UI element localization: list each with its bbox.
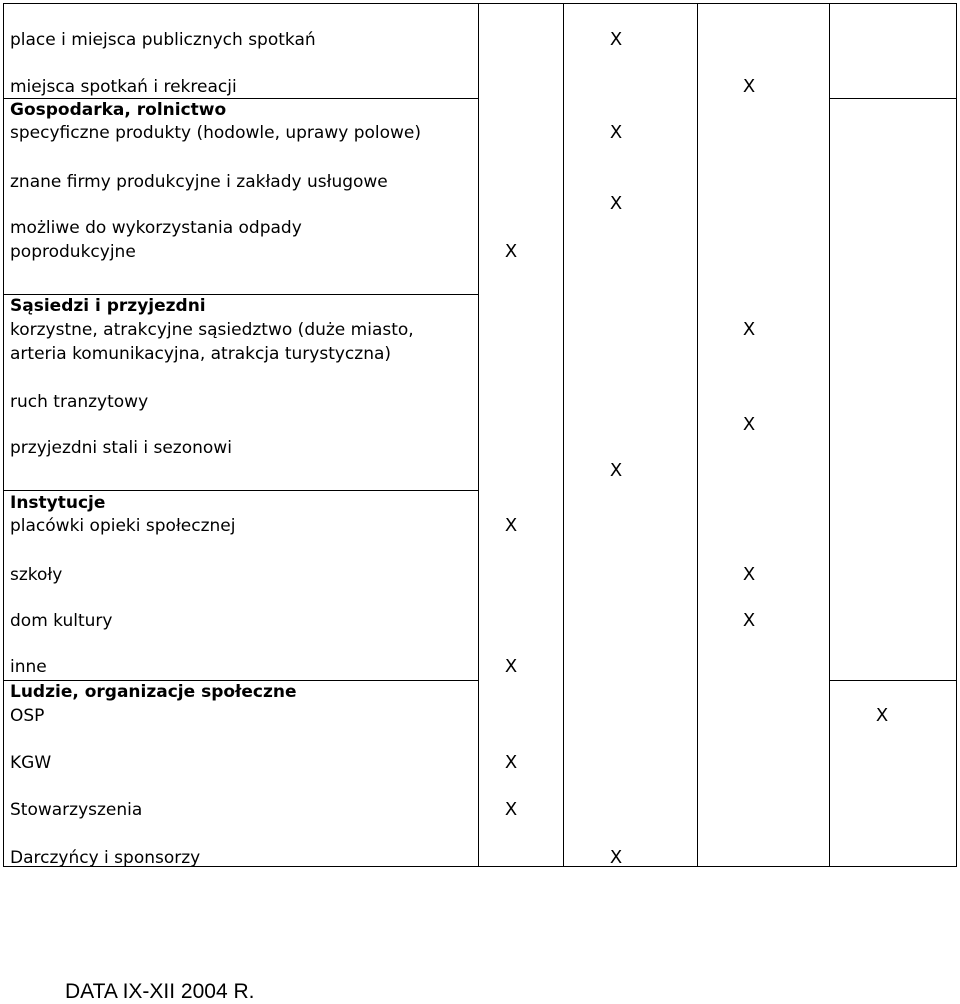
x-mark: X — [742, 564, 756, 585]
row-label: ruch tranzytowy — [10, 392, 149, 412]
row-label: specyficzne produkty (hodowle, uprawy polowe) — [10, 123, 422, 143]
column-divider-2 — [563, 3, 564, 867]
section-divider-ludzie — [3, 680, 478, 681]
row-label: arteria komunikacyjna, atrakcja turystyczna) — [10, 344, 392, 364]
section-heading: Sąsiedzi i przyjezdni — [10, 296, 206, 316]
column5-divider-top — [829, 98, 957, 99]
x-mark: X — [504, 656, 518, 677]
column-divider-4 — [829, 3, 830, 867]
x-mark: X — [504, 241, 518, 262]
row-label: placówki opieki społecznej — [10, 516, 236, 536]
row-label: możliwe do wykorzystania odpady — [10, 218, 302, 238]
x-mark: X — [742, 414, 756, 435]
column-divider-1 — [478, 3, 479, 867]
row-label: poprodukcyjne — [10, 242, 136, 262]
row-label: przyjezdni stali i sezonowi — [10, 438, 232, 458]
row-label: place i miejsca publicznych spotkań — [10, 30, 316, 50]
x-mark: X — [609, 460, 623, 481]
column5-divider-bottom — [829, 680, 957, 681]
x-mark: X — [742, 76, 756, 97]
section-heading: Instytucje — [10, 493, 106, 513]
section-heading: Gospodarka, rolnictwo — [10, 100, 227, 120]
x-mark: X — [609, 122, 623, 143]
column-divider-3 — [697, 3, 698, 867]
x-mark: X — [875, 705, 889, 726]
date-footer: DATA IX-XII 2004 R. — [65, 980, 255, 1003]
x-mark: X — [504, 515, 518, 536]
section-divider-sasiedzi — [3, 294, 478, 295]
x-mark: X — [504, 799, 518, 820]
section-heading: Ludzie, organizacje społeczne — [10, 682, 297, 702]
row-label: korzystne, atrakcyjne sąsiedztwo (duże miasto, — [10, 320, 414, 340]
x-mark: X — [609, 193, 623, 214]
row-label: Darczyńcy i sponsorzy — [10, 848, 201, 868]
x-mark: X — [742, 319, 756, 340]
row-label: KGW — [10, 753, 52, 773]
row-label: miejsca spotkań i rekreacji — [10, 77, 237, 97]
section-divider-gospodarka — [3, 98, 478, 99]
row-label: dom kultury — [10, 611, 113, 631]
x-mark: X — [609, 847, 623, 868]
section-divider-instytucje — [3, 490, 478, 491]
row-label: inne — [10, 657, 47, 677]
x-mark: X — [504, 752, 518, 773]
row-label: szkoły — [10, 565, 63, 585]
x-mark: X — [742, 610, 756, 631]
row-label: OSP — [10, 706, 45, 726]
row-label: Stowarzyszenia — [10, 800, 143, 820]
row-label: znane firmy produkcyjne i zakłady usługowe — [10, 172, 388, 192]
x-mark: X — [609, 29, 623, 50]
